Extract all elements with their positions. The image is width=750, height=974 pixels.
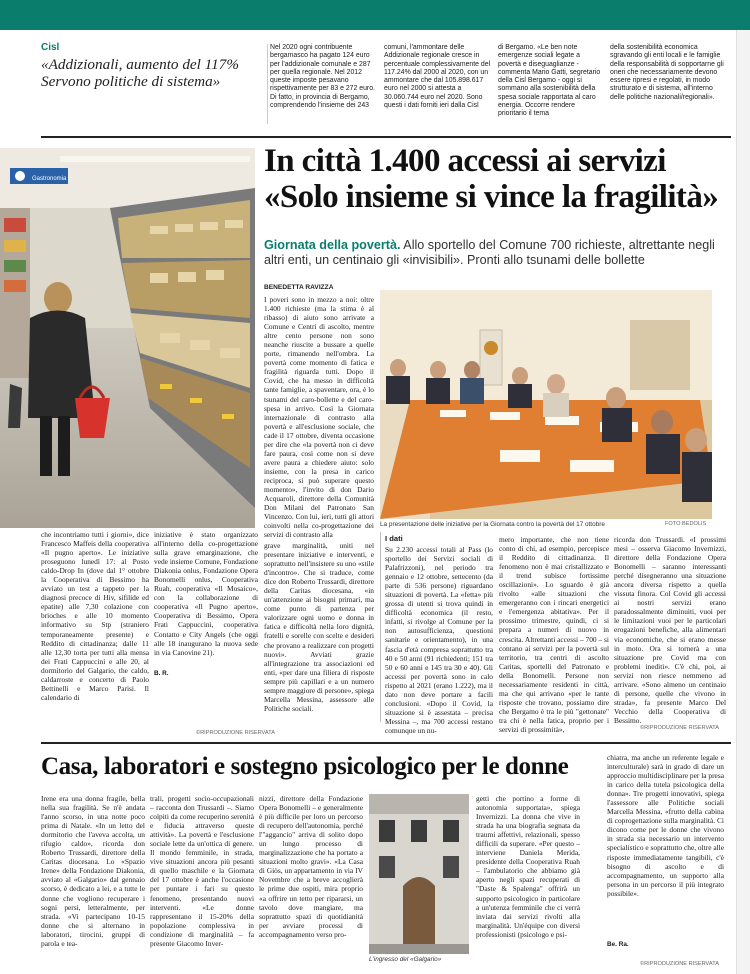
second-column-3: nizzi, direttore della Fondazione Opera Bonomelli – e generalmente è più difficile per loro un percorso di recupero dell'autonomia, perché l'"aggancio" arriva di solito dopo un lungo processo di marginalizzazione che ha portato a situazioni molto gravi». «La Casa di Giòs, un appartamento in via IV Novembre che a breve accoglierà le prime due ospiti, mira proprio «a offrire un tetto per ripararsi, un tavolo dove mangiare, ma soprattutto spazi di quotidianità per avviare processi di accompagnamento verso pro- bbox=[259, 794, 363, 939]
cisl-column-4: della sostenibilità economica sgravando gli enti locali e le famiglie della responsabilità di sopportarne gli oneri che necessariamente devono essere ripresi e regolati, in modo strutturato e di sistema, all'interno delle politiche nazionali/regionali». bbox=[610, 44, 724, 101]
main-column-d: mero importante, che non tiene conto di chi, ad esempio, percepisce il Reddito di cittadinanza. Il fenomeno non è mai cristallizzato e il trend subisce fortissime oscillazioni». Lo sguardo è già rivolto «alle situazioni che emergeranno con i rincari energetici e l'emergenza abitativa». Per il prossimo trimestre, quindi, ci si prepara a numeri di nuovo in crescita. Altrettanti accessi – 700 – si contano ai servizi per la povertà sul territorio, tra centri di ascolto Caritas, sportelli del Patronato e della Bonomelli. Persone non necessariamente residenti in città, ma che qui arrivano «per le tante risposte che trovano, possiamo dire che Bergamo è tra le più "gettonate" tra chi è nella fatica, proprio per i servizi di prossimità», bbox=[499, 535, 609, 734]
second-column-4: getti che portino a forme di autonomia supportata», spiega Invernizzi. La donna che vive in strada ha una biografia segnata da traumi affettivi, relazionali, spesso difficili da superare. «Per questo – interviene Daniela Merida, presidente della Cooperativa Ruah – l'ambulatorio che abbiamo già aperto negli spazi recuperati di "Daste & Spalenga" offrirà un supporto psicologico in particolare a un'utenza femminile che ci verrà inviata dai servizi rivolti alla marginalità. Un'équipe con diversi professionisti (psicologo e psi- bbox=[476, 794, 580, 939]
second-column-5: chiatra, ma anche un referente legale e interculturale) sarà in grado di dare un approccio multidisciplinare per la presa in carico della tutela psicologica della donna». Tre progetti innovativi, spiega l'assessore alle Politiche sociali Marcella Messina, «frutto della cabina di coprogettazione sulla marginalità. Ci dicono come per le donne che vivono in strada sia necessario un intervento specialistico e soprattutto che, oltre alle risposte immediatamente tangibili, c'è bisogno di ascolto e di accompagnamento, un supporto alla persona in un percorso il più integrato possibile». bbox=[607, 753, 724, 898]
top-color-bar bbox=[0, 0, 750, 30]
repro-notice: ©RIPRODUZIONE RISERVATA bbox=[640, 725, 719, 731]
meeting-photo-credit: FOTO BEDOLIS bbox=[665, 521, 707, 527]
store-sign-text: Gastronomia bbox=[32, 176, 67, 182]
byline: BENEDETTA RAVIZZA bbox=[264, 284, 334, 291]
repro-notice: ©RIPRODUZIONE RISERVATA bbox=[640, 961, 719, 967]
main-column-a: I poveri sono in mezzo a noi: oltre 1.400 richieste (ma la stima è al ribasso) di aiuto sono arrivate a Comune e Centri di ascolto, mentre altre cento persone non sono neanche riuscite a bussare a quelle porte, rimanendo nell'ombra. La povertà come momento di fatica e fragilità riguarda tutti. Dopo il Covid, che ha messo in difficoltà tante famiglie, a spaventare, ora, è lo tsunami del caro-bollette e del caro-spesa in arrivo. Così la Giornata internazionale di contrasto alla povertà e all'esclusione sociale, che cade il 17 ottobre, diventa occasione per dire che «la povertà non ci deve fare paura, così come non si deve avere paura a chiedere aiuto: solo insieme, con la presa in carico reciproca, si può superare questo momento», l'invito di don Dario Acquaroli, direttore della Comunità Don Milani del Patronato San Vincenzo. Con lui, ieri, tutti gli attori coinvolti nella co-progettazione dei servizi di contrasto alla bbox=[264, 295, 374, 540]
column-divider bbox=[267, 44, 268, 124]
second-column-1: Irene era una donna fragile, bella nella sua fragilità. Se n'è andata l'anno scorso, in una notte poco prima di Natale. «In un letto del dormitorio che l'aveva accolta, un rifugio caldo», ricorda don Roberto Trussardi, direttore della Caritas diocesana. Lo «Spazio Irene» della Fondazione Diakonia, avviato al «Galgario» dal gennaio scorso, è dedicato a lei, e a tutte le donne che vogliono recuperare i sogni persi, letteralmente, per strada. «Vi partecipano 10-15 donne che si alternano in laboratori, tirocini, gruppi di parola e tea- bbox=[41, 794, 145, 948]
section-rule bbox=[41, 742, 731, 744]
right-page-edge bbox=[736, 30, 750, 974]
galgario-photo bbox=[369, 794, 469, 954]
cisl-column-2: comuni, l'ammontare delle Addizionale regionale cresce in percentuale complessivamente del 117.24% dal 2000 al 2020, con un ammontare che dal 105.898.617 euro nel 2000 si attesta a 30.060.744 euro nel 2020. Sono questi i dati forniti ieri dalla Cisl bbox=[384, 44, 491, 110]
deck-lead: Giornata della povertà. bbox=[264, 238, 401, 252]
cisl-column-3: di Bergamo. «Le ben note emergenze sociali legate a povertà e diseguaglianze - commenta Mario Gatti, segretario della Cisl Bergamo - oggi si sommano alla sostenibilità della spesa sociale rapportata al caro energia. Occorre rendere prioritario il tema bbox=[498, 44, 601, 118]
main-deck bbox=[264, 238, 734, 268]
second-headline: Casa, laboratori e sostegno psicologico per le donne bbox=[41, 753, 569, 780]
cisl-column-1: Nel 2020 ogni contribuente bergamasco ha pagato 124 euro per l'addizionale comunale e 287 per quella regionale. Nel 2012 queste imposte pesavano rispettivamente per 83 e 272 euro. Di fatto, in provincia di Bergamo, comprendendo l'insieme dei 243 bbox=[270, 44, 375, 110]
cisl-headline: «Addizionali, aumento del 117% Servono politiche di sistema» bbox=[41, 56, 239, 90]
main-column-b: grave marginalità, uniti nel presentare iniziative e interventi, e soprattutto nell'insistere su uno «stile d'incontro». Che si traduce, come dice don Roberto Trussardi, direttore della Caritas diocesana, «in un'attenzione ai bisogni primari, ma come punto di partenza per valorizzare ogni uomo e donna in fatica e difficoltà nella loro dignità, fratelli e sorelle con scelte e desideri che provano a realizzare con progetti nuovi». Avviati grazie all'integrazione tra associazioni ed enti, «per dare una filiera di risposte sempre più capillari e a un numero sempre maggiore di persone», spiega Marcella Messina, assessore alle Politiche sociali. bbox=[264, 541, 374, 713]
main-headline-line-1: In città 1.400 accessi ai servizi bbox=[264, 143, 666, 179]
column-divider bbox=[380, 532, 381, 722]
main-column-c: Su 2.230 accessi totali al Pass (lo sportello dei Servizi sociali di Palafrizzoni), nel periodo tra gennaio e 12 ottobre, settecento (da parte di 536 persone) riguardano situazioni di povertà. La «fetta» più grossa di utenti si trova quindi in difficoltà economica (il resto, infatti, si rivolge al Comune per la non autosufficienza, questioni sanitarie e orientamento), in una fascia d'età compresa soprattutto tra 40 e 50 anni (91 richiedenti; 151 tra 50 e 60 anni e 145 tra 30 e 40). Gli accessi per povertà sono in calo rispetto al 2021 (erano 1.222), ma il dato non deve portare a facili conclusioni. «Dopo il Covid, la situazione si è assestata – precisa Messina –, ma 700 accessi restano comunque un nu- bbox=[385, 545, 493, 735]
main-headline-line-2: «Solo insieme si vince la fragilità» bbox=[264, 179, 719, 215]
main-column-g: iniziative è stato organizzato all'interno della co-progettazione sulla grave emarginazione, che vede insieme Comune, Fondazione Diakonia onlus, Fondazione Opera Bonomelli onlus, Cooperativa Ruah, cooperativa «Il Mosaico», con la collaborazione di cooperativa «Il Pugno aperto», Cooperativa di Bessimo, Opera Frati Cappuccini, cooperativa Contatto e City Angels (che oggi alle 18 inaugurano la nuova sede in via Canovine 21). bbox=[154, 530, 258, 657]
main-column-f: che incontriamo tutti i giorni», dice Francesco Maffeis della cooperativa «Il pugno aperto». Le iniziative proseguono lunedì 17: al Posto caldo-Drop In (dove dal 1° ottobre la Cooperativa di Bessimo ha avviato un test a tappeto per la diagnosi precoce di Hiv, sifilide ed epatite) alle 7,30 colazione con brioches e alle 10 momento informativo su Stp (straniero temporaneamente presente) e Reddito di cittadinanza; dalle 11 alle 12,30 torta per tutti alla mensa dei Frati Cappuccini e alle 20, al dormitorio del Galgario, the caldo, caldarroste e concerto di Paolo Bettinelli e Marco Parisi. Il calendario di bbox=[41, 530, 149, 702]
deck-text: Allo sportello del Comune 700 richieste, altrettante negli altri enti, un centinaio gli «invisibili». Pronti allo tsunami delle bollette bbox=[264, 238, 715, 267]
section-kicker: Cisl bbox=[41, 42, 60, 53]
galgario-caption: L'ingresso del «Galgario» bbox=[369, 956, 442, 963]
second-sign-off: Be. Ra. bbox=[607, 941, 629, 948]
article-sign-off: B. R. bbox=[154, 670, 169, 677]
dati-title: I dati bbox=[385, 534, 403, 543]
second-column-2: trali, progetti socio-occupazionali – racconta don Trussardi –. Siamo colpiti da come recuperino serenità e fiducia attraverso queste attività». La povertà e l'esclusione sociale lette da un'ottica di genere. Il mondo femminile, in strada, vive situazioni ancora più pesanti di quello maschile e la Giornata del 17 ottobre è anche l'occasione per puntare i fari su questo fenomeno, presentando nuovi interventi. «Le donne rappresentano il 15-20% della popolazione complessiva in condizione di marginalità – fa presente Giacomo Inver- bbox=[150, 794, 254, 948]
main-column-e: ricorda don Trussardi. «I prossimi mesi – osserva Giacomo Invernizzi, direttore della Fondazione Opera Bonomelli – saranno interessanti perché disegneranno una situazione ancora diversa rispetto a quella vissuta finora. Col Covid gli accessi ai nostri servizi erano paradossalmente diminuiti, vuoi per le limitazioni vuoi per le particolari erogazioni benefiche, alla alimentari via economiche, che si erano messe in moto. Ora si tornerà a una situazione pre Covid ma con problemi inediti». C'è chi, poi, ai servizi non riesce nemmeno ad arrivare. «Sono almeno un centinaio di persone, quelle che vivono in strada», fa presente Marco Del Vecchio della Cooperativa di Bessimo. bbox=[614, 535, 726, 725]
supermarket-photo bbox=[0, 148, 255, 528]
meeting-photo bbox=[380, 290, 712, 519]
repro-notice: ©RIPRODUZIONE RISERVATA bbox=[196, 730, 275, 736]
meeting-photo-caption: La presentazione delle iniziative per la Giornata contro la povertà del 17 ottobre bbox=[380, 521, 605, 528]
section-rule bbox=[41, 136, 731, 138]
